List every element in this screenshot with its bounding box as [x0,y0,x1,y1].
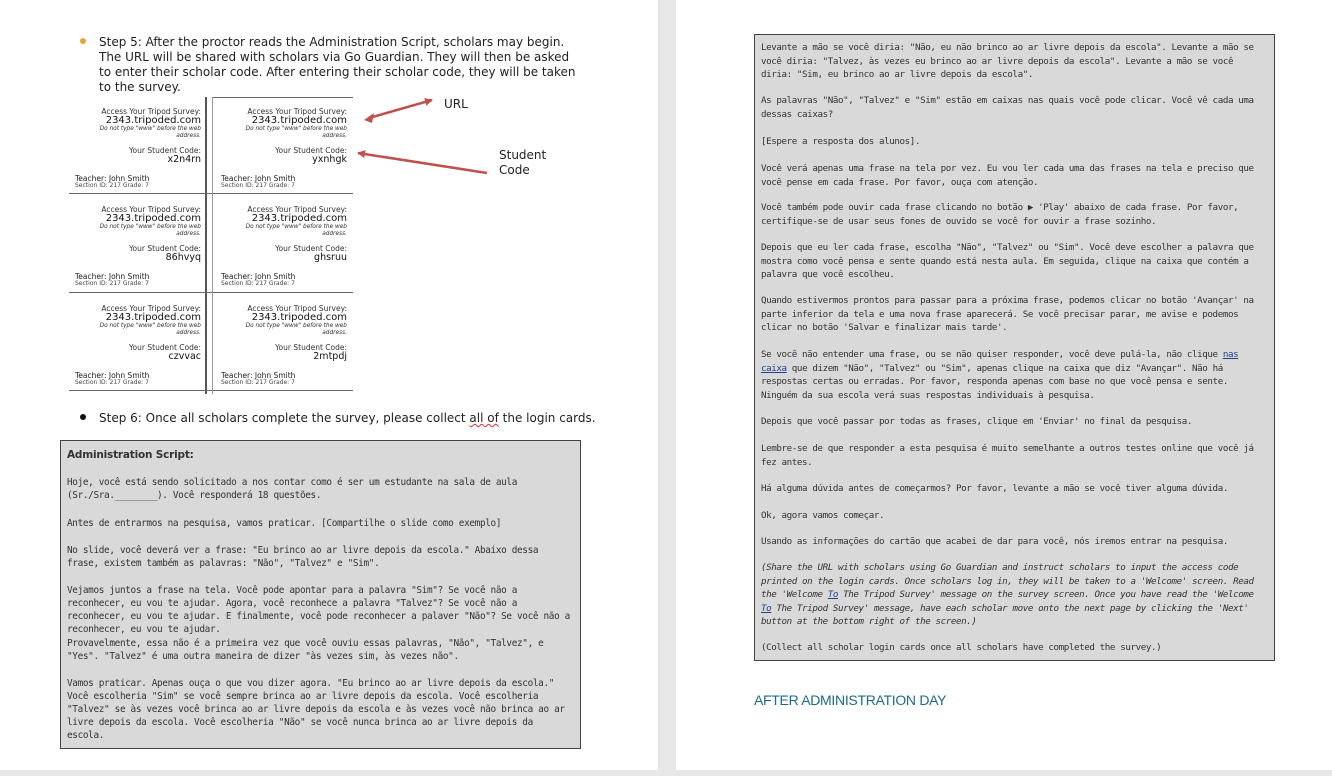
login-card [215,294,351,390]
url-arrow-icon [369,100,432,118]
login-card [69,195,205,291]
card-code-label: Your Student Code: [128,343,201,352]
card-note: Do not type "www" before the web address. [99,224,201,237]
script-paragraph: Vejamos juntos a frase na tela. Você pode apontar para a palavra "Sim"? Se você não a reconhecer, eu vou te ajudar. Agora, você reconhece a palavra "Talvez"? Se você não a reconhecer, eu vou te ajudar. E finalmente, você pode reconhecer a palaver "Não"? Se você não a reconhecer, eu vou te ajudar. [67,585,570,635]
card-section: Section ID: 217 Grade: 7 [221,182,295,189]
administration-script-continued-box [754,34,1275,661]
card-code-label: Your Student Code: [274,244,347,253]
card-teacher: Teacher: John Smith [221,272,296,281]
card-access-label: Access Your Tripod Survey: [101,107,201,116]
script-paragraph: Provavelmente, essa não é a primeira vez que você ouviu essas palavras, "Não", "Talvez", e "Yes". "Talvez" é uma outra maneira de dizer "às vezes sim, às vezes não". [67,638,544,662]
script-paragraph: Antes de entrarmos na pesquisa, vamos praticar. [Compartilhe o slide como exemplo] [67,518,502,529]
card-divider [69,292,353,293]
login-card [69,97,205,193]
card-student-code: x2n4rn [167,154,201,165]
card-teacher: Teacher: John Smith [221,174,296,183]
card-teacher: Teacher: John Smith [75,174,150,183]
card-access-label: Access Your Tripod Survey: [101,205,201,214]
step-6-paragraph: Step 6: Once all scholars complete the survey, please collect all of the login cards. [99,411,599,426]
url-label: URL [444,97,468,111]
document-page-right [676,0,1332,770]
card-divider [212,97,213,394]
login-card [215,195,351,291]
card-code-label: Your Student Code: [128,146,201,155]
card-divider [69,390,353,391]
document-page-left [0,0,658,770]
script-paragraph: Você verá apenas uma frase na tela por vez. Eu vou ler cada uma das frases na tela e preciso que você pense em cada frase. Por favor, ouça com atenção. [761,163,1254,188]
card-note: Do not type "www" before the web address. [99,323,201,336]
card-student-code: 2mtpdj [313,351,347,362]
card-section: Section ID: 217 Grade: 7 [221,379,295,386]
card-divider [69,193,353,194]
script-paragraph: As palavras "Não", "Talvez" e "Sim" estão em caixas nas quais você pode clicar. Você vê cada uma dessas caixas? [761,95,1254,120]
script-paragraph: Você também pode ouvir cada frase clicando no botão ▶ 'Play' abaixo de cada frase. Por favor, certifique-se de usar seus fones de ouvido se você for ouvir a frase sozinho. [761,202,1239,227]
student-code-label: Code [499,163,530,177]
login-card [215,97,351,193]
card-student-code: 86hvyq [165,252,201,263]
card-note: Do not type "www" before the web address. [245,323,347,336]
student-code-arrow-icon [358,153,487,173]
login-cards-grid [69,97,353,394]
bullet-icon [80,414,86,420]
card-section: Section ID: 217 Grade: 7 [75,182,149,189]
card-url: 2343.tripoded.com [251,213,347,224]
callout-arrows [355,95,495,185]
card-url: 2343.tripoded.com [105,312,201,323]
script-paragraph: Lembre-se de que responder a esta pesquisa é muito semelhante a outros testes online que você já fez antes. [761,443,1254,468]
step-5-paragraph: Step 5: After the proctor reads the Administration Script, scholars may begin. The URL will be shared with scholars via Go Guardian. They will then be asked to enter their scholar code. After entering their scholar code, they will be taken to the survey. [99,35,577,95]
card-url: 2343.tripoded.com [105,213,201,224]
card-access-label: Access Your Tripod Survey: [101,304,201,313]
card-note: Do not type "www" before the web address. [99,126,201,139]
administration-script-box [60,440,581,749]
card-divider [205,97,207,394]
card-code-label: Your Student Code: [274,146,347,155]
card-student-code: czvvac [168,351,201,362]
script-paragraph: Ok, agora vamos começar. [761,510,885,521]
script-paragraph: Hoje, você está sendo solicitado a nos contar como é ser um estudante na sala de aula (Sr./Sra.________). Você responderá 18 questões. [67,477,518,501]
card-code-label: Your Student Code: [128,244,201,253]
script-paragraph: Levante a mão se você diria: "Não, eu não brinco ao ar livre depois da escola". Levante a mão se você diria: "Talvez, às vezes eu brinco ao ar livre depois da escola". Levante a mão se você diria: "Sim, eu brinco ao ar livre depois da escola". [761,42,1254,80]
card-teacher: Teacher: John Smith [221,371,296,380]
script-paragraph: Quando estivermos prontos para passar para a próxima frase, podemos clicar no botão 'Avançar' na parte inferior da tela e uma nova frase aparecerá. Se você precisar parar, me avise e podemos clicar no botão 'Salvar e finalizar mais tarde'. [761,295,1254,333]
card-section: Section ID: 217 Grade: 7 [75,280,149,287]
card-access-label: Access Your Tripod Survey: [247,107,347,116]
card-url: 2343.tripoded.com [105,115,201,126]
script-paragraph: [Espere a resposta dos alunos]. [761,136,921,147]
script-paragraph: Vamos praticar. Apenas ouça o que vou dizer agora. "Eu brinco ao ar livre depois da escola." Você escolheria "Sim" se você sempre brinca ao ar livre depois da escola. Você escolheria "Talvez" se às vezes você brinca ao ar livre depois da escola e às vezes você não brinca ao ar livre depois da escola. Você escolheria "Não" se você nunca brinca ao ar livre depois da escola. [67,678,565,741]
script-paragraph: Se você não entender uma frase, ou se não quiser responder, você deve pulá-la, não clique nas caixa que dizem "Não", "Talvez" ou "Sim", apenas clique na caixa que diz "Avançar". Não há respostas certas ou erradas. Por favor, responda apenas com base no que você pensa e sente. Ninguém da sua escola verá suas respostas individuais à pesquisa. [761,349,1239,401]
card-section: Section ID: 217 Grade: 7 [221,280,295,287]
card-note: Do not type "www" before the web address. [245,126,347,139]
section-heading: AFTER ADMINISTRATION DAY [754,692,947,708]
card-code-label: Your Student Code: [274,343,347,352]
card-access-label: Access Your Tripod Survey: [247,205,347,214]
login-card [69,294,205,390]
card-teacher: Teacher: John Smith [75,371,150,380]
card-access-label: Access Your Tripod Survey: [247,304,347,313]
script-heading: Administration Script: [67,449,194,461]
card-student-code: ghsruu [314,252,347,263]
card-teacher: Teacher: John Smith [75,272,150,281]
card-student-code: yxnhgk [312,154,347,165]
bullet-icon [80,38,86,44]
student-code-label: Student [499,148,547,162]
script-paragraph: No slide, você deverá ver a frase: "Eu brinco ao ar livre depois da escola." Abaixo dessa frase, existem também as palavras: "Não", "Talvez" e "Sim". [67,545,539,569]
script-paragraph: Há alguma dúvida antes de começarmos? Por favor, levante a mão se você tiver alguma dúvida. [761,483,1228,494]
card-section: Section ID: 217 Grade: 7 [75,379,149,386]
script-paragraph: Usando as informações do cartão que acabei de dar para você, nós iremos entrar na pesquisa. [761,536,1228,547]
card-url: 2343.tripoded.com [251,115,347,126]
card-note: Do not type "www" before the web address. [245,224,347,237]
script-instruction: (Share the URL with scholars using Go Guardian and instruct scholars to input the access code printed on the login cards. Once scholars log in, they will be taken to a 'Welcome' screen. Read the 'Welcome To The Tripod Survey' message on the survey screen. Once you have read the 'Welcome To The Tripod Survey' message, have each scholar move onto the next page by clicking the 'Next' button at the bottom right of the screen.) [761,562,1254,627]
card-url: 2343.tripoded.com [251,312,347,323]
url-arrowhead-icon [362,112,376,124]
script-paragraph: (Collect all scholar login cards once all scholars have completed the survey.) [761,642,1162,653]
script-paragraph: Depois que você passar por todas as frases, clique em 'Enviar' no final da pesquisa. [761,416,1193,427]
script-paragraph: Depois que eu ler cada frase, escolha "Não", "Talvez" ou "Sim". Você deve escolher a palavra que mostra como você pensa e sente quando está nesta aula. Em seguida, clique na caixa que contém a palavra que você escolheu. [761,242,1254,280]
